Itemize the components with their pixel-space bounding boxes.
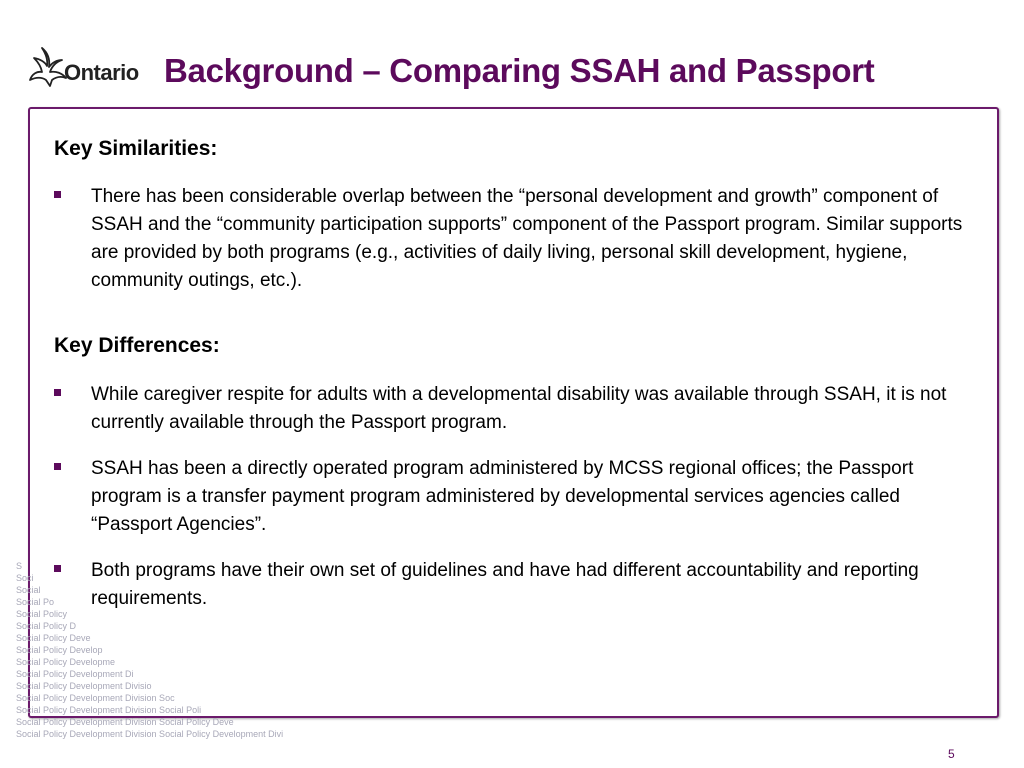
watermark-line: Soci [16, 573, 34, 583]
trillium-icon [28, 44, 68, 90]
watermark-line: S [16, 561, 23, 571]
similarities-heading: Key Similarities: [54, 137, 218, 160]
watermark-line: Social Policy Development Division Social Policy Development Divi [16, 729, 284, 739]
bullet-text: Both programs have their own set of guidelines and have had different accountability and reporting requirements. [91, 560, 919, 609]
bullet-text: While caregiver respite for adults with a developmental disability was available through SSAH, it is not currently available through the Passport program. [91, 384, 947, 433]
square-bullet-icon [54, 191, 61, 198]
square-bullet-icon [54, 463, 61, 470]
watermark-line: Social Policy Development Division Soc [16, 693, 175, 703]
watermark-line: Social Policy Development Division Social Policy Deve [16, 717, 234, 727]
square-bullet-icon [54, 389, 61, 396]
watermark-line: Social Policy Developme [16, 657, 116, 667]
bullet-text: There has been considerable overlap between the “personal development and growth” component of SSAH and the “community participation supports” component of the Passport program. Similar supports are provided by both programs (e.g., activities of daily living, personal skill development, hygiene, community outings, etc.). [91, 186, 963, 291]
slide-title: Background – Comparing SSAH and Passport [164, 52, 875, 89]
ontario-logo [28, 44, 148, 92]
square-bullet-icon [54, 565, 61, 572]
differences-heading: Key Differences: [54, 334, 220, 357]
watermark-line: Social Policy [16, 609, 68, 619]
watermark-line: Social Policy Deve [16, 633, 91, 643]
logo-text: Ontario [64, 60, 139, 85]
watermark-line: Social Policy Development Divisio [16, 681, 152, 691]
watermark-line: Social Policy Development Division Social Poli [16, 705, 202, 715]
watermark-line: Social Policy Development Di [16, 669, 134, 679]
bullet-text: SSAH has been a directly operated program administered by MCSS regional offices; the Passport program is a transfer payment program administered by developmental services agencies called “Passport Agencies”. [91, 458, 914, 535]
watermark-line: Social Policy Develop [16, 645, 103, 655]
watermark-line: Social Po [16, 597, 55, 607]
watermark-line: Social [16, 585, 41, 595]
page-number: 5 [948, 747, 955, 761]
watermark-line: Social Policy D [16, 621, 77, 631]
